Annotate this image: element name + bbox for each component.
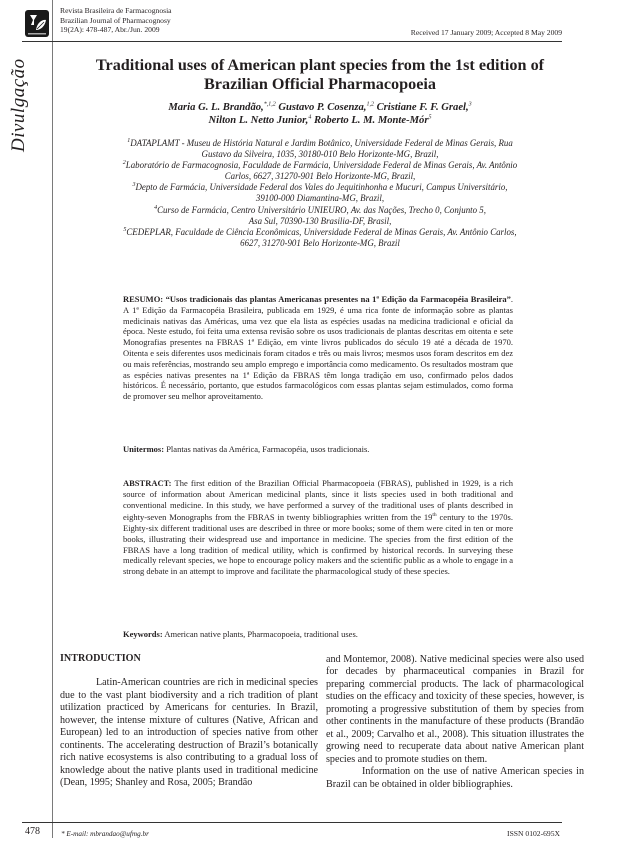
affiliations [60, 138, 580, 249]
resumo-block [123, 294, 513, 402]
affiliation-line: Carlos, 6627, 31270-901 Belo Horizonte-MG, Brazil, [224, 171, 416, 182]
journal-citation [60, 6, 172, 35]
affiliation-cont [60, 216, 580, 227]
title-line: Brazilian Official Pharmacopoeia [204, 75, 436, 93]
affiliation-number: 3 [132, 182, 136, 189]
affiliation-number: 2 [122, 160, 126, 167]
affiliation [60, 182, 580, 193]
journal-volume: 19(2A): 478-487, Abr./Jun. 2009 [60, 25, 160, 35]
affiliation-cont [60, 238, 580, 249]
unitermos-block [123, 444, 513, 455]
affiliation-number: 4 [154, 204, 158, 211]
author-affiliation-ref: 1,2 [366, 101, 374, 108]
author-name: Roberto L. M. Monte-Mór [311, 115, 429, 126]
author-list [60, 101, 580, 127]
author-affiliation-ref: 5 [428, 114, 432, 121]
affiliation-cont [60, 171, 580, 182]
affiliation-line: Depto de Farmácia, Universidade Federal dos Vales do Jequitinhonha e Mucuri, Campus Universitário, [135, 182, 508, 193]
corresponding-email: * E-mail: mbrandao@ufmg.br [61, 830, 149, 838]
keywords-text: American native plants, Pharmacopoeia, traditional uses. [162, 629, 358, 639]
section-side-label: Divulgação [8, 58, 29, 152]
abstract-text-cont: century to the 1970s. Eighty-six different traditional uses are described in three or more books; some of them were cited in ten or more books, illustrating their widespread use and importance in medicine. The species from the first edition of the FBRAS have a long tradition of medical utility, which is confirmed by historical records. In surveying these medically relevant species, we hope to encourage policy makers and the scientific public as a whole to engage in a strong debate in an attempt to improve and facilitate the pharmacological study of these species. [123, 512, 513, 577]
journal-name-pt: Revista Brasileira de Farmacognosia [60, 6, 172, 15]
affiliation-line: Laboratório de Farmacognosia, Faculdade de Farmácia, Universidade Federal de Minas Gerais, Av. Antônio [125, 160, 518, 171]
journal-logo-icon [25, 10, 49, 37]
keywords-block [123, 629, 513, 640]
abstract-block [123, 478, 513, 577]
body-paragraph: Latin-American countries are rich in medicinal species due to the vast plant biodiversity and a rich tradition of plant utilization practiced by Americans for centuries. In Brazil, however, the intense mixture of cultures (Native, African and European) led to an introduction of species native from other continents. The accelerating destruction of Brazil’s botanically rich native ecosystems is also contributing to a gradual loss of knowledge about the native plants used in traditional medicine (Dean, 1995; Shanley and Rosa, 2005; Brandão [60, 677, 318, 789]
affiliation [60, 227, 580, 238]
page-number: 478 [25, 826, 40, 837]
author-name: Maria G. L. Brandão, [168, 102, 264, 113]
title-line: Traditional uses of American plant species from the 1st edition of [95, 56, 545, 74]
unitermos-text: Plantas nativas da América, Farmacopéia, usos tradicionais. [164, 444, 370, 454]
affiliation-line: 39100-000 Diamantina-MG, Brazil, [255, 193, 385, 204]
unitermos-label: Unitermos: [123, 444, 165, 454]
article-title [60, 56, 580, 94]
abstract-text: The first edition of the Brazilian Official Pharmacopoeia (FBRAS), published in 1929, is a rich source of information about American medicinal plants, since it lists species used in both traditional and conventional medicine. In this study, we have performed a survey of the traditional uses of plants described in eighty-seven Monographs from the FBRAS in twenty bibliographies written from the 19 [123, 478, 513, 523]
abstract-label: ABSTRACT: [123, 478, 172, 488]
affiliation [60, 138, 580, 149]
affiliation-line: Gustavo da Silveira, 1035, 30180-010 Belo Horizonte-MG, Brazil, [201, 149, 439, 160]
footer-rule [22, 822, 562, 823]
keywords-label: Keywords: [123, 629, 163, 639]
author-affiliation-ref: *,1,2 [263, 101, 276, 108]
affiliation-line: Curso de Farmácia, Centro Universitário UNIEURO, Av. das Nações, Trecho 0, Conjunto 5, [157, 204, 486, 215]
resumo-label: RESUMO: [123, 294, 164, 304]
author-name: Cristiane F. F. Grael, [373, 102, 469, 113]
body-column-right [326, 654, 584, 791]
body-paragraph: and Montemor, 2008). Native medicinal species were also used for decades by pharmaceutical companies in Brazil for preparing commercial products. The lack of pharmacological studies on the efficacy and toxicity of these species, however, is promoting a progressive substitution of them by species from other continents in the manufacture of these products (Brandão et al., 2009; Carvalho et al., 2008). This situation illustrates the growing need to recuperate data about native American plant species and to promote studies on them. [326, 654, 584, 765]
header-rule [22, 41, 562, 42]
body-column-left [60, 653, 318, 790]
left-margin-rule [52, 0, 53, 838]
author-name: Nilton L. Netto Junior, [208, 115, 309, 126]
affiliation-cont [60, 149, 580, 160]
introduction-heading: INTRODUCTION [60, 653, 141, 664]
ordinal-suffix: th [432, 512, 437, 519]
affiliation [60, 205, 580, 216]
affiliation-number: 1 [127, 138, 131, 145]
affiliation-cont [60, 193, 580, 204]
affiliation-number: 5 [123, 226, 127, 233]
author-name: Gustavo P. Cosenza, [275, 102, 367, 113]
issn: ISSN 0102-695X [507, 829, 560, 838]
affiliation-line: Asa Sul, 70390-130 Brasilia-DF, Brasil, [248, 215, 392, 226]
affiliation-line: 6627, 31270-901 Belo Horizonte-MG, Brazil [240, 237, 400, 248]
resumo-title: “Usos tradicionais das plantas Americanas presentes na 1ª Edição da Farmacopéia Brasileira” [163, 294, 511, 304]
body-paragraph: Information on the use of native American species in Brazil can be obtained in older bibliographies. [326, 766, 584, 790]
author-affiliation-ref: 4 [308, 114, 312, 121]
affiliation [60, 160, 580, 171]
received-dates: Received 17 January 2009; Accepted 8 May 2009 [410, 28, 562, 37]
author-affiliation-ref: 3 [468, 101, 472, 108]
affiliation-line: CEDEPLAR, Faculdade de Ciência Econômicas, Universidade Federal de Minas Gerais, Av. Antônio Carlos, [126, 226, 517, 237]
affiliation-line: DATAPLAMT - Museu de História Natural e Jardim Botânico, Universidade Federal de Minas Gerais, Rua [130, 138, 513, 148]
journal-name-en: Brazilian Journal of Pharmacognosy [60, 15, 171, 25]
resumo-text: . A 1ª Edição da Farmacopéia Brasileira, publicada em 1929, é uma rica fonte de informação sobre as plantas medicinais nativas das Américas, uma vez que ela lista as espécies usadas na medicina tradicional e oficial da época. Neste estudo, foi feita uma extensa revisão sobre os usos tradicionais de plantas descritas em oitenta e sete Monografias presentes na FBRAS 1ª Edição, em vinte livros publicados do século 19 até a década de 1970. Oitenta e seis diferentes usos medicinais foram citados e três ou mais livros; mesmos usos foram descritos em dez ou mais referências, mostrando seu amplo emprego e importância como medicamento. Os resultados mostram que as espécies nativas presentes na 1ª Edição da FBRAS têm longa tradição em uso, confirmado pelos dados históricos. É necessário, portanto, que estudos farmacológicos com essas plantas sejam estimulados, como forma de promover seu melhor aproveitamento. [123, 294, 513, 402]
